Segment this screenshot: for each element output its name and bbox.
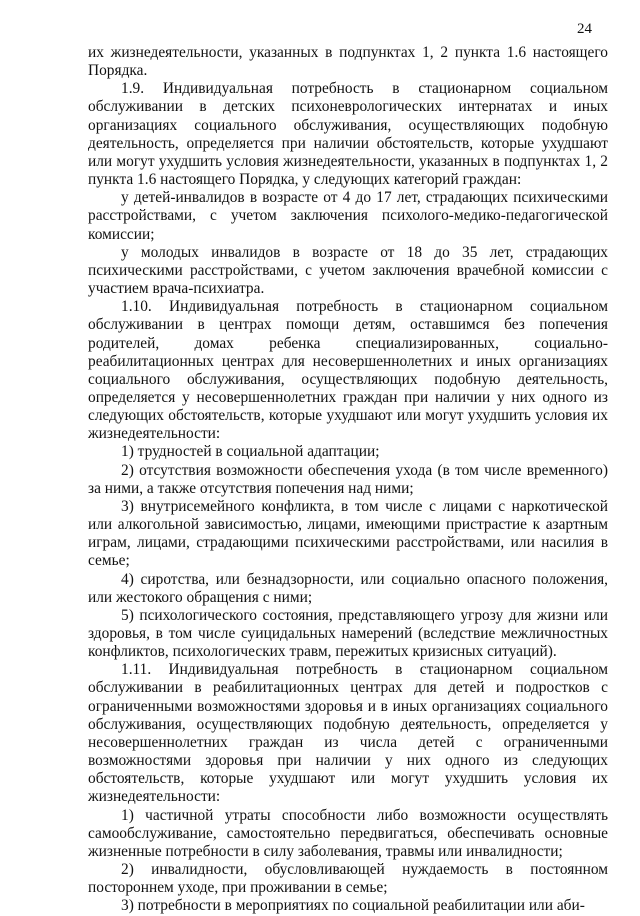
list-item: 4) сиротства, или безнадзорности, или социально опасного положения, или жестокого обращения с ними; — [88, 570, 608, 606]
paragraph: у молодых инвалидов в возрасте от 18 до 35 лет, страдающих психическими расстройствами, с учетом заключения врачебной комиссии с участием врача-психиатра. — [88, 243, 608, 298]
paragraph: их жизнедеятельности, указанных в подпунктах 1, 2 пункта 1.6 настоящего Порядка. — [88, 44, 608, 80]
page-number: 24 — [577, 21, 592, 37]
paragraph: 1.11. Индивидуальная потребность в стационарном социальном обслуживании в реабилитационных центрах для детей и подростков с ограниченными возможностями здоровья и в иных организациях социального обслуживания, осуществляющих подобную деятельность, определяется у несовершеннолетних граждан из числа детей с ограниченными возможностями здоровья при наличии у них одного из следующих обстоятельств, которые ухудшают или могут ухудшить условия их жизнедеятельности: — [88, 661, 608, 806]
list-item: 1) частичной утраты способности либо возможности осуществлять самообслуживание, самостоятельно передвигаться, обеспечивать основные жизненные потребности в силу заболевания, травмы или инвалидности; — [88, 806, 608, 860]
list-item: 5) психологического состояния, представляющего угрозу для жизни или здоровья, в том числе суицидальных намерений (вследствие межличностных конфликтов, психологических травм, пережитых кризисных ситуаций). — [88, 606, 608, 661]
paragraph: у детей-инвалидов в возрасте от 4 до 17 лет, страдающих психическими расстройствами, с учетом заключения психолого-медико-педагогической комиссии; — [88, 189, 608, 243]
document-body — [88, 44, 608, 916]
list-item: 2) инвалидности, обусловливающей нуждаемость в постоянном постороннем уходе, при проживании в семье; — [88, 861, 608, 897]
paragraph: 1.10. Индивидуальная потребность в стационарном социальном обслуживании в центрах помощи детям, оставшимся без попечения родителей, домах ребенка специализированных, социально-реабилитационных центрах для несовершеннолетних и иных организациях социального обслуживания, осуществляющих подобную деятельность, определяется у несовершеннолетних граждан при наличии у них одного из следующих обстоятельств, которые ухудшают или могут ухудшить условия их жизнедеятельности: — [88, 298, 608, 443]
paragraph: 1.9. Индивидуальная потребность в стационарном социальном обслуживании в детских психоневрологических интернатах и иных организациях социального обслуживания, осуществляющих подобную деятельность, определяется при наличии обстоятельств, которые ухудшают или могут ухудшить условия жизнедеятельности, указанных в подпунктах 1, 2 пункта 1.6 настоящего Порядка, у следующих категорий граждан: — [88, 80, 608, 189]
list-item: 1) трудностей в социальной адаптации; — [121, 443, 380, 461]
list-item: 2) отсутствия возможности обеспечения ухода (в том числе временного) за ними, а также отсутствия попечения над ними; — [88, 461, 608, 497]
list-item: 3) потребности в мероприятиях по социальной реабилитации или аби- — [121, 897, 585, 915]
list-item: 3) внутрисемейного конфликта, в том числе с лицами с наркотической или алкогольной зависимостью, лицами, имеющими пристрастие к азартным играм, лицами, страдающими психическими расстройствами, или насилия в семье; — [88, 497, 608, 570]
